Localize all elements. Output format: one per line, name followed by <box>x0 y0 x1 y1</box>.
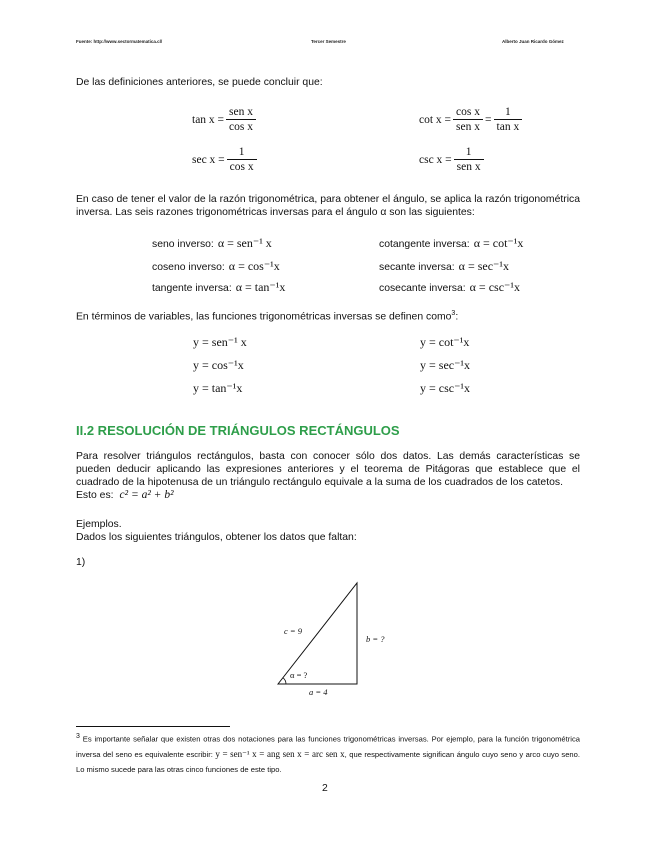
inverse-item <box>379 236 523 251</box>
variable-func: y = cos⁻¹x <box>193 358 244 372</box>
inverse-item <box>152 236 272 251</box>
csc-num: 1 <box>454 145 484 160</box>
inverse-formula: α = sec⁻¹x <box>458 259 509 273</box>
inverse-label: cosecante inversa: <box>379 283 466 294</box>
inverse-item <box>379 259 509 274</box>
tan-lhs: tan x = <box>192 113 225 126</box>
cot-den1: sen x <box>456 121 481 133</box>
cot-lhs: cot x = <box>419 113 452 126</box>
inverse-formula: α = cot⁻¹x <box>473 236 524 250</box>
angle-arc-icon <box>283 678 286 684</box>
tan-formula <box>192 105 258 134</box>
inverse-formula: α = csc⁻¹x <box>469 280 520 294</box>
inverse-label: coseno inverso: <box>152 262 225 273</box>
cot-eq: = <box>485 113 492 126</box>
footnote-divider <box>76 726 230 727</box>
sec-fraction <box>227 145 257 174</box>
footnote-text-2: , que respectivamente significan ángulo cuyo seno y arco cuyo seno. Lo mismo sucede para las otras cinco funciones de este tipo. <box>76 749 580 774</box>
ejemplos-label: Ejemplos. <box>76 519 122 530</box>
label-c: c = 9 <box>284 626 303 636</box>
variables-intro <box>76 307 580 323</box>
section-body: Para resolver triángulos rectángulos, basta con conocer sólo dos datos. Las demás características se pueden deducir aplicando las expresiones anteriores y el teorema de Pitágoras que establece que el cuadrado de la hipotenusa de un triángulo rectángulo equivale a la suma de los cuadrados de los catetos. <box>76 451 580 488</box>
cot-fraction-1 <box>453 105 483 134</box>
inverse-formula: α = cos⁻¹x <box>228 259 280 273</box>
header-center: Tercer Semestre <box>311 39 346 44</box>
tan-num: sen x <box>226 105 256 120</box>
cot-fraction-2 <box>494 105 523 134</box>
footnote-ref: 3 <box>451 310 456 317</box>
example-number: 1) <box>76 557 86 568</box>
variable-func: y = cot⁻¹x <box>420 335 470 349</box>
pythagoras-line <box>76 489 580 502</box>
sec-den: cos x <box>229 161 254 173</box>
cot-formula <box>419 105 524 134</box>
variable-func: y = sen⁻¹ x <box>193 335 247 349</box>
cot-den2: tan x <box>496 121 520 133</box>
sec-lhs: sec x = <box>192 153 225 166</box>
label-alpha: α = ? <box>290 670 308 680</box>
csc-lhs: csc x = <box>419 153 452 166</box>
inverse-item <box>379 280 520 295</box>
csc-den: sen x <box>456 161 481 173</box>
footnote-formula: y = sen⁻¹ x = ang sen x = arc sen x <box>215 748 345 759</box>
inverse-formula: α = tan⁻¹x <box>235 280 286 294</box>
page-number: 2 <box>322 783 328 794</box>
variable-func: y = csc⁻¹x <box>420 381 471 395</box>
pythagoras-formula: c² = a² + b² <box>119 489 174 501</box>
sec-formula <box>192 145 259 174</box>
inverse-label: cotangente inversa: <box>379 239 470 250</box>
tan-den: cos x <box>229 121 254 133</box>
tan-fraction <box>226 105 256 134</box>
header-left: Fuente: http://www.sectormatematica.cl/ <box>76 39 163 44</box>
intro-text: De las definiciones anteriores, se puede concluir que: <box>76 77 323 88</box>
csc-fraction <box>454 145 484 174</box>
esto-es: Esto es: <box>76 490 114 501</box>
inverse-formula: α = sen⁻¹ x <box>217 236 272 250</box>
variables-intro-end: : <box>455 311 459 323</box>
cot-num1: cos x <box>453 105 483 120</box>
variables-intro-text: En términos de variables, las funciones trigonométricas inversas se definen como <box>76 311 452 323</box>
variable-func: y = sec⁻¹x <box>420 358 471 372</box>
header-right: Alberto Juan Ricardo Gómez <box>502 39 564 44</box>
variable-func: y = tan⁻¹x <box>193 381 243 395</box>
inverse-label: seno inverso: <box>152 239 214 250</box>
section-title: II.2 RESOLUCIÓN DE TRIÁNGULOS RECTÁNGULOS <box>76 423 400 438</box>
footnote-mark: 3 <box>76 733 80 740</box>
inverse-item <box>152 280 285 295</box>
cot-num2: 1 <box>494 105 523 120</box>
csc-formula <box>419 145 486 174</box>
inverse-item <box>152 259 280 274</box>
footnote <box>76 729 580 777</box>
inverse-intro: En caso de tener el valor de la razón trigonométrica, para obtener el ángulo, se aplica la razón trigonométrica inversa. Las seis razones trigonométricas inversas para el ángulo α son las siguientes: <box>76 194 580 218</box>
sec-num: 1 <box>227 145 257 160</box>
dados-text: Dados los siguientes triángulos, obtener los datos que faltan: <box>76 532 357 543</box>
inverse-label: tangente inversa: <box>152 283 232 294</box>
label-b: b = ? <box>366 634 385 644</box>
inverse-label: secante inversa: <box>379 262 455 273</box>
label-a: a = 4 <box>309 687 328 697</box>
footnote-text-1: Es importante señalar que existen otras dos notaciones para las funciones trigonométricas inversas. Por ejemplo, para la función trigonométrica inversa del seno es equivalente escribir: <box>76 734 580 759</box>
